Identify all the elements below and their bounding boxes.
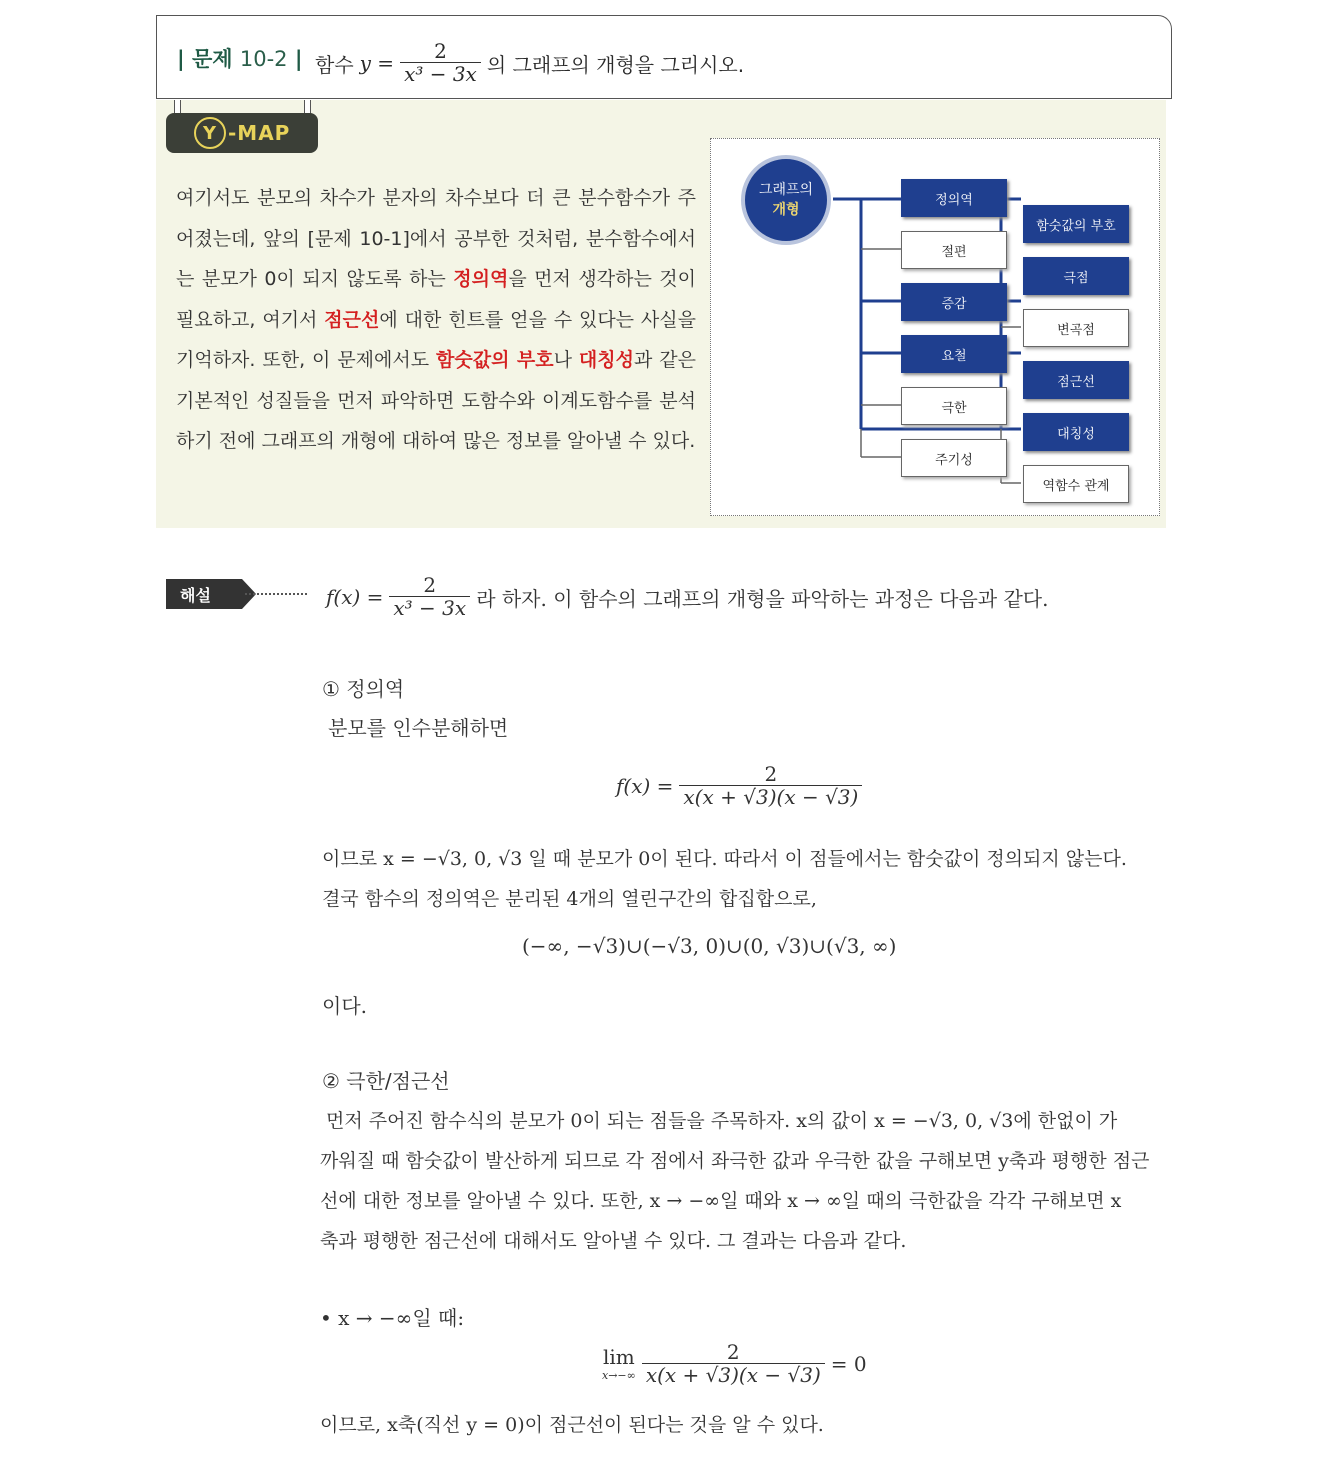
lim-operator: lim x→−∞: [602, 1345, 636, 1382]
solution-intro: [326, 575, 1048, 619]
mindmap-root: 그래프의 개형: [741, 155, 831, 245]
s2-line3: 선에 대한 정보를 알아낼 수 있다. 또한, x → −∞일 때와 x → ∞일 때의 극한값을 각각 구해보면 x: [320, 1190, 1122, 1212]
solution-badge: 해설: [166, 579, 242, 609]
s2-line5: 이므로, x축(직선 y = 0)이 점근선이 된다는 것을 알 수 있다.: [320, 1414, 824, 1436]
problem-box: [156, 15, 1172, 99]
highlight-asymptote: 점근선: [324, 308, 380, 331]
problem-frac-num: 2: [434, 39, 447, 63]
s1-line4: 이다.: [322, 994, 367, 1018]
section-domain-title: ① 정의역: [322, 677, 405, 701]
ymap-intro-text: 여기서도 분모의 차수가 분자의 차수보다 더 큰 분수함수가 주어졌는데, 앞의 [문제 10-1]에서 공부한 것처럼, 분수함수에서는 분모가 0이 되지 않도록 하는 정의역을 먼저 생각하는 것이 필요하고, 여기서 점근선에 대한 힌트를 얻을 수 있다는 사실을 기억하자. 또한, 이 문제에서도 함숫값의 부호나 대칭성과 같은 기본적인 성질들을 먼저 파악하면 도함수와 이계도함수를 분석하기 전에 그래프의 개형에 대하여 많은 정보를 알아낼 수 있다.: [176, 187, 696, 452]
highlight-domain: 정의역: [453, 268, 509, 290]
s1-interval: (−∞, −√3)∪(−√3, 0)∪(0, √3)∪(√3, ∞): [522, 934, 897, 958]
problem-label: | 문제 10-2 |: [177, 47, 303, 71]
node-domain: 정의역: [901, 179, 1007, 217]
node-limit: 극한: [901, 387, 1007, 425]
s2-line4: 축과 평행한 점근선에 대해서도 알아낼 수 있다. 그 결과는 다음과 같다.: [320, 1230, 907, 1252]
section-limit-title: ② 극한/점근선: [322, 1069, 450, 1093]
s1-equation: f(x) = $\frac{2}{x(x + √3)(x - √3)}$: [616, 764, 862, 808]
highlight-sign: 함숫값의 부호: [436, 349, 554, 371]
node-sign: 함숫값의 부호: [1023, 205, 1129, 243]
problem-label-word: 문제: [191, 47, 233, 71]
node-extremum: 극점: [1023, 257, 1129, 295]
s2-line1: 먼저 주어진 함수식의 분모가 0이 되는 점들을 주목하자. x의 값이 x = −√3, 0, √3에 한없이 가: [326, 1110, 1118, 1132]
solution-leader-dots: [245, 593, 307, 595]
highlight-symmetry: 대칭성: [578, 349, 634, 371]
node-intercept: 절편: [901, 231, 1007, 269]
node-inflection: 변곡점: [1023, 309, 1129, 347]
node-asymptote: 점근선: [1023, 361, 1129, 399]
problem-func-lhs: y =: [359, 51, 395, 75]
intro-fraction: $\frac{2}{\text{x³ − 3x}}$: [389, 575, 470, 619]
intro-lhs: f(x) =: [326, 585, 384, 609]
problem-statement: [315, 41, 744, 85]
node-inverse: 역함수 관계: [1023, 465, 1129, 503]
problem-suffix: 의 그래프의 개형을 그리시오.: [486, 52, 745, 77]
s1-line1: 분모를 인수분해하면: [328, 716, 509, 740]
ymap-badge: [166, 113, 318, 153]
node-increase-decrease: 증감: [901, 283, 1007, 321]
problem-number: 10-2: [239, 47, 288, 71]
y-logo-icon: Y: [194, 117, 226, 149]
ymap-badge-label: -MAP: [228, 121, 291, 145]
s1-line3: 결국 함수의 정의역은 분리된 4개의 열린구간의 합집합으로,: [322, 888, 817, 910]
s1-line2: 이므로 x = −√3, 0, √3 일 때 분모가 0이 된다. 따라서 이 점들에서는 함숫값이 정의되지 않는다.: [322, 848, 1127, 870]
limit-equation: lim x→−∞ $\frac{2}{x(x + √3)(x - √3)}$ = 0: [602, 1340, 867, 1387]
node-concavity: 요철: [901, 335, 1007, 373]
problem-prefix: 함수: [315, 52, 354, 77]
problem-frac-den: x³ − 3x: [400, 62, 481, 85]
intro-suffix: 라 하자. 이 함수의 그래프의 개형을 파악하는 과정은 다음과 같다.: [476, 586, 1049, 611]
concept-mindmap: [710, 138, 1160, 516]
node-symmetry: 대칭성: [1023, 413, 1129, 451]
problem-fraction: [400, 41, 481, 85]
node-periodicity: 주기성: [901, 439, 1007, 477]
bullet-neg-infinity: • x → −∞일 때:: [320, 1306, 465, 1330]
s2-line2: 까워질 때 함숫값이 발산하게 되므로 각 점에서 좌극한 값과 우극한 값을 구해보면 y축과 평행한 점근: [320, 1150, 1150, 1172]
